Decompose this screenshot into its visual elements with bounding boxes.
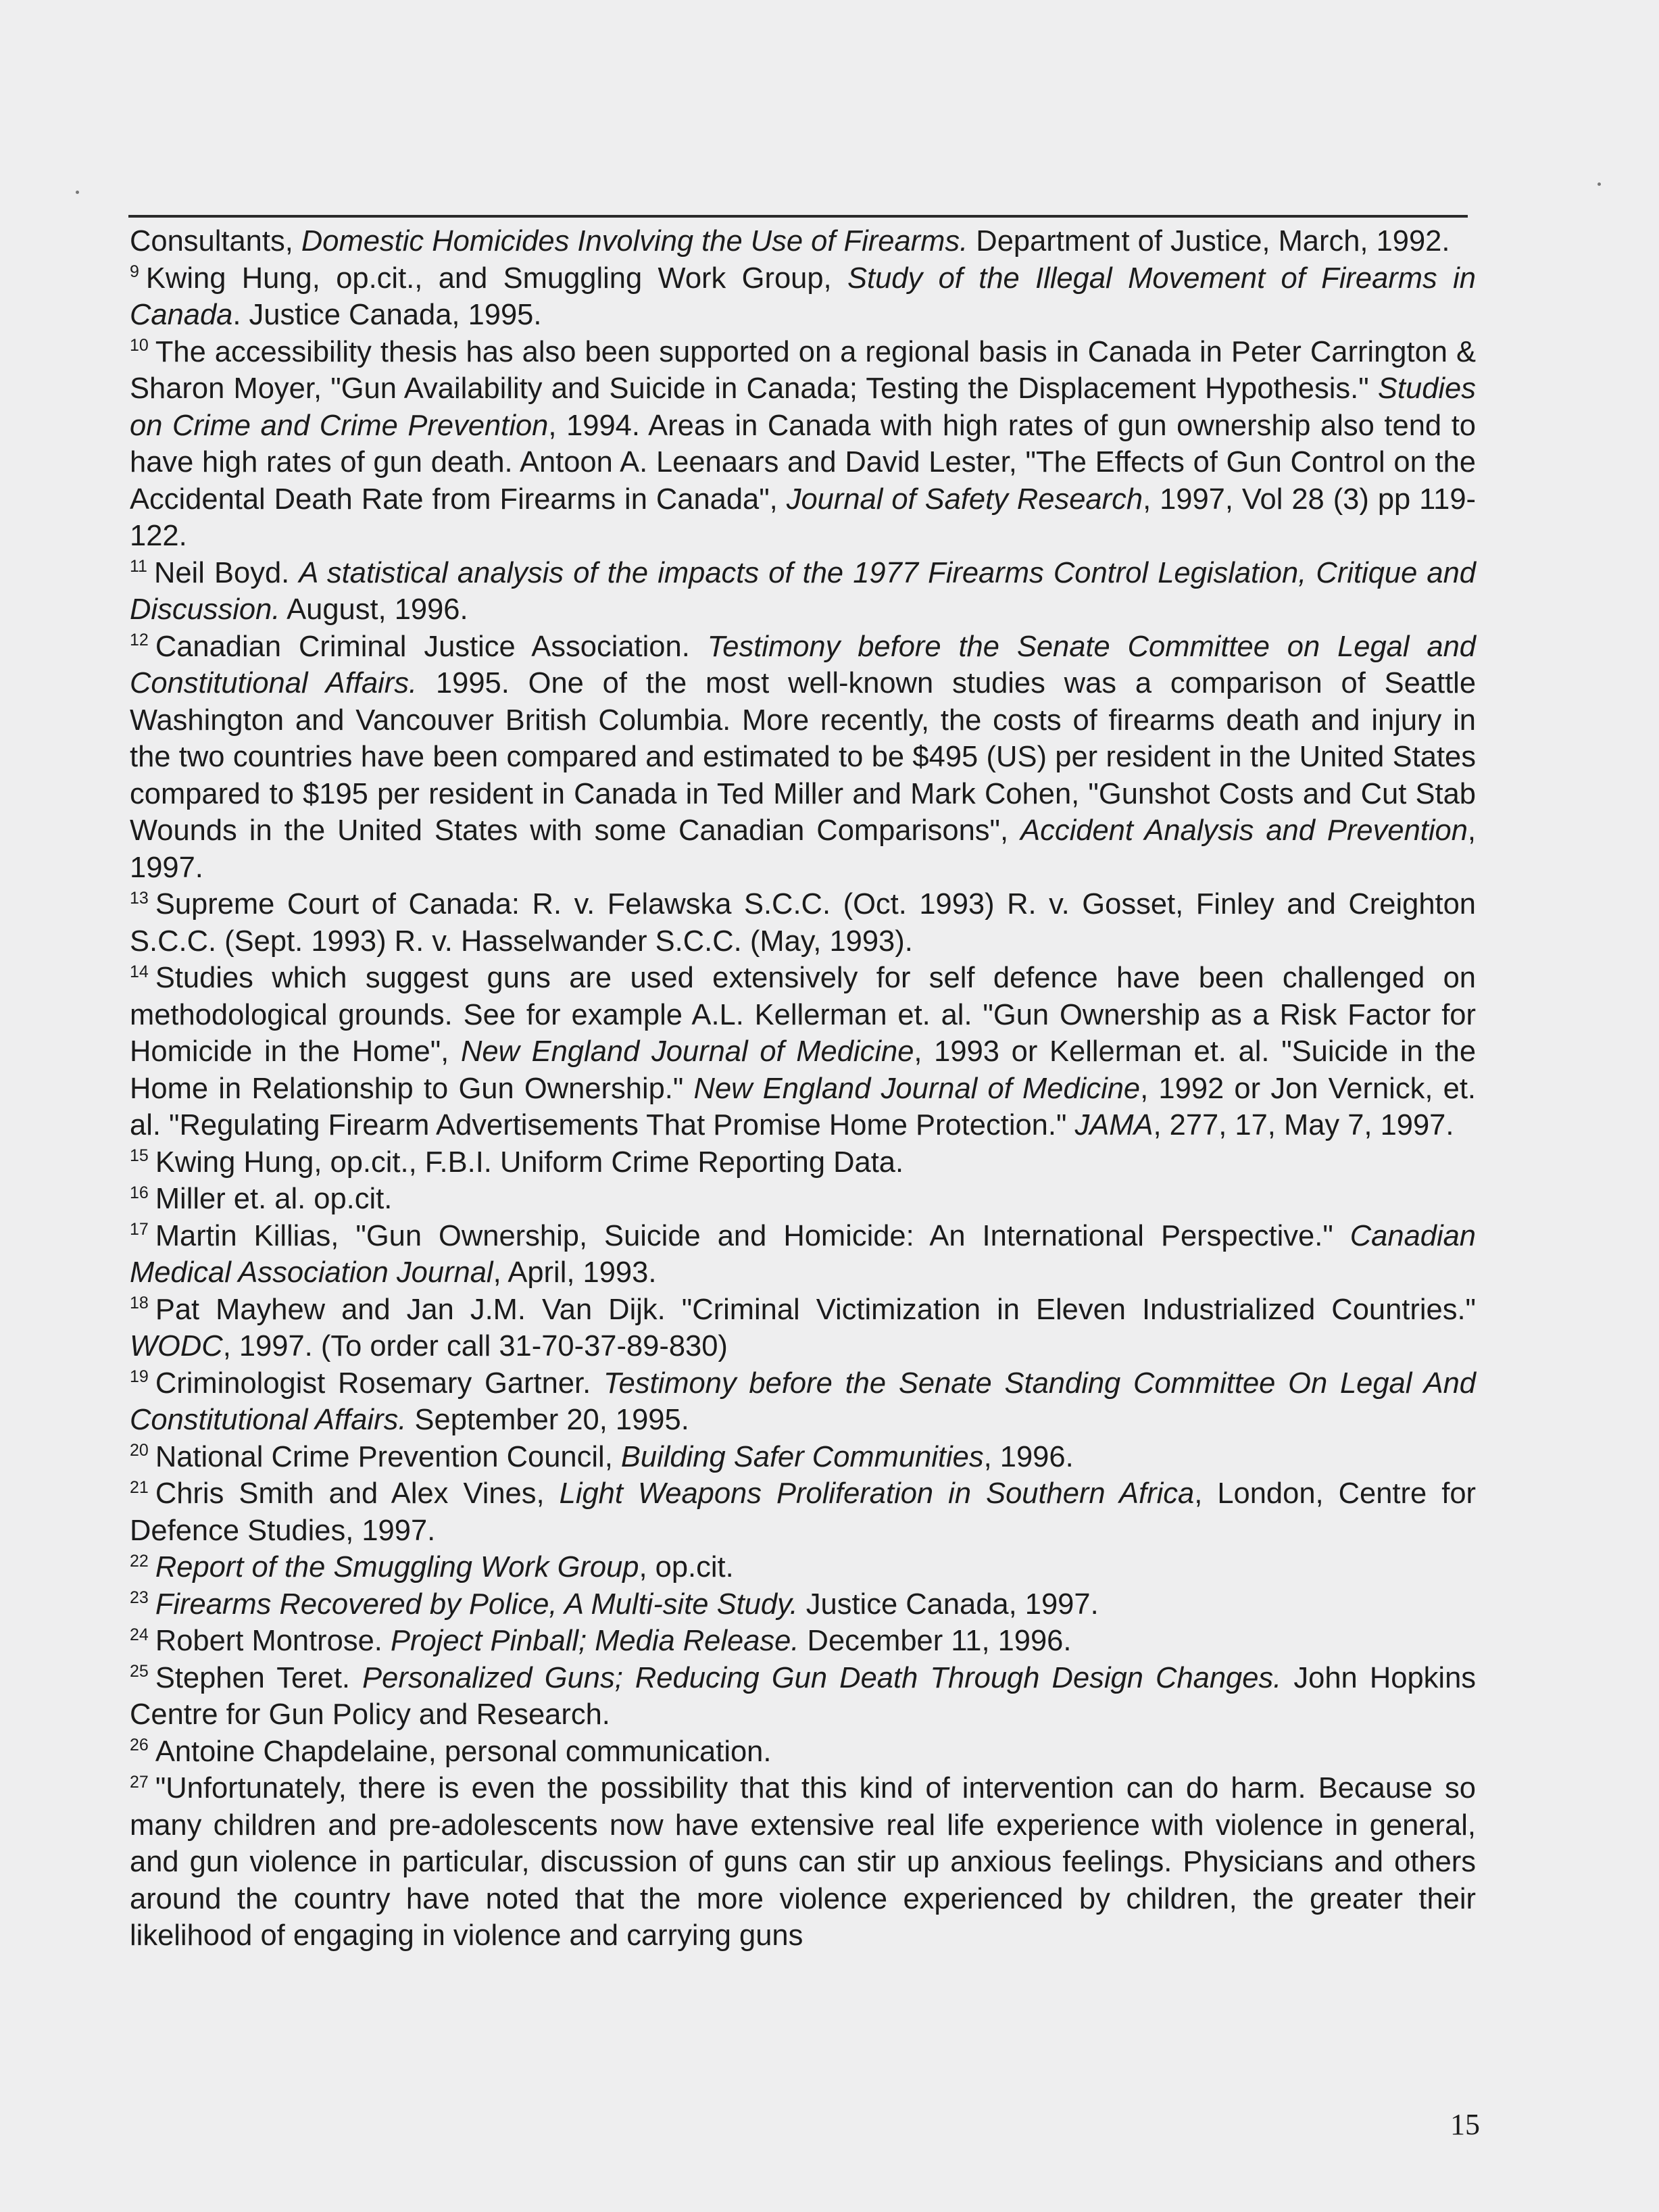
footnote-title-text: Project Pinball; Media Release.: [390, 1625, 799, 1657]
footnote-number: 11: [130, 557, 147, 576]
footnote-number: 22: [130, 1551, 149, 1571]
footnote-number: 14: [130, 962, 149, 981]
footnote: [130, 260, 1476, 334]
footnote-number: 24: [130, 1625, 149, 1644]
footnote-text: Canadian Criminal Justice Association.: [155, 630, 708, 663]
footnote-text: , 1997, Vol 28 (3) pp 119-122.: [130, 483, 1477, 552]
footnote-title-text: Studies on Crime and Crime Prevention: [130, 372, 1476, 442]
footnote: [130, 1292, 1476, 1365]
footnote-title-text: Building Safer Communities: [620, 1440, 984, 1473]
footnote-number: 13: [130, 888, 149, 908]
footnote: [130, 1623, 1476, 1660]
footnote-title-text: Firearms Recovered by Police, A Multi-site Study.: [155, 1588, 798, 1621]
footnote: [130, 1439, 1476, 1476]
footnote-number: 21: [130, 1477, 149, 1497]
footnote-title-text: JAMA: [1074, 1109, 1154, 1141]
scan-speck: [1598, 182, 1601, 186]
footnote-number: 17: [130, 1220, 149, 1239]
footnote-number: 18: [130, 1294, 149, 1312]
footnote-text: August, 1996.: [280, 593, 468, 626]
page-number: 15: [1450, 2108, 1480, 2141]
footnote-number: 25: [130, 1662, 149, 1681]
footnote-text: Kwing Hung, op.cit., F.B.I. Uniform Crime Reporting Data.: [155, 1146, 904, 1179]
footnote-title-text: WODC: [130, 1330, 223, 1362]
footnote-text: Studies which suggest guns are used extensively for self defence have been challenged on methodological grounds. See for example A.L. Kellerman et. al. "Gun Ownership as a Risk Factor for Homicide in the Home",: [130, 962, 1476, 1068]
footnote-text: Justice Canada, 1997.: [797, 1588, 1099, 1621]
footnote-title-text: Personalized Guns; Reducing Gun Death Through Design Changes.: [362, 1661, 1282, 1694]
footnote-number: 26: [130, 1736, 149, 1754]
footnote-title-text: A statistical analysis of the impacts of the 1977 Firearms Control Legislation, Critique and Discussion.: [130, 556, 1477, 626]
footnote: [130, 1218, 1476, 1292]
footnote-text: , 1994. Areas in Canada with high rates of gun ownership also tend to have high rates of gun death. Antoon A. Leenaars and David Lester, "The Effects of Gun Control on the Accidental Death Rate from Firearms in Canada",: [130, 409, 1476, 516]
footnote: [130, 1144, 1476, 1181]
footnote-text: "Unfortunately, there is even the possibility that this kind of intervention can do harm. Because so many children and pre-adolescents now have extensive real life experience with violence in general, and gun violence in particular, discussion of guns can stir up anxious feelings. Physicians and others around the country have noted that the more violence experienced by children, the greater their likelihood of engaging in violence and carrying guns: [130, 1772, 1476, 1952]
footnote-number: 27: [130, 1772, 149, 1792]
footnote-number: 9: [130, 262, 139, 281]
footnote-number: 15: [130, 1146, 149, 1165]
footnote: [130, 629, 1476, 887]
footnote-text: National Crime Prevention Council,: [155, 1440, 621, 1473]
footnote: [130, 960, 1476, 1144]
footnote-text: . Justice Canada, 1995.: [232, 299, 542, 331]
footnote-text: Robert Montrose.: [155, 1625, 391, 1657]
footnote-text: , London, Centre for Defence Studies, 1997.: [130, 1477, 1477, 1547]
footnote-title-text: Accident Analysis and Prevention: [1020, 814, 1468, 847]
footnote-title-text: Light Weapons Proliferation in Southern Africa: [559, 1477, 1195, 1510]
footnote-text: , 277, 17, May 7, 1997.: [1153, 1109, 1454, 1141]
footnote-number: 20: [130, 1441, 149, 1460]
footnote: [130, 1549, 1476, 1586]
footnote-text: Miller et. al. op.cit.: [155, 1183, 393, 1215]
footnote-text: , op.cit.: [639, 1551, 734, 1583]
footnote-text: The accessibility thesis has also been supported on a regional basis in Canada in Peter Carrington & Sharon Moyer, "Gun Availability and Suicide in Canada; Testing the Displacement Hypothesis.": [130, 335, 1476, 405]
footnote-number: 12: [130, 631, 149, 649]
footnote-text: September 20, 1995.: [406, 1404, 689, 1436]
footnote-text: , 1992 or Jon Vernick, et. al. "Regulating Firearm Advertisements That Promise Home Protection.": [130, 1072, 1476, 1141]
footnote: [130, 1586, 1476, 1623]
footnote-text: Kwing Hung, op.cit., and Smuggling Work Group,: [145, 262, 847, 295]
footnote-text: Department of Justice, March, 1992.: [968, 225, 1450, 257]
footnote: [130, 886, 1476, 960]
footnote-number: 19: [130, 1367, 149, 1386]
footnote-text: Consultants,: [130, 225, 301, 257]
footnote-separator-rule: [128, 215, 1468, 218]
footnote: [130, 334, 1476, 555]
footnote: [130, 1475, 1476, 1549]
footnote-text: , 1993 or Kellerman et. al. "Suicide in the Home in Relationship to Gun Ownership.": [130, 1035, 1477, 1105]
footnote: [130, 1770, 1476, 1955]
footnote-text: Supreme Court of Canada: R. v. Felawska S.C.C. (Oct. 1993) R. v. Gosset, Finley and Creighton S.C.C. (Sept. 1993) R. v. Hasselwander S.C.C. (May, 1993).: [130, 888, 1476, 958]
footnote: [130, 555, 1476, 629]
scan-speck: [76, 191, 79, 194]
footnote-number: 23: [130, 1588, 149, 1607]
footnote-text: Martin Killias, "Gun Ownership, Suicide and Homicide: An International Perspective.": [155, 1219, 1350, 1252]
footnote-text: Neil Boyd.: [153, 556, 299, 589]
footnote-title-text: Testimony before the Senate Committee on Legal and Constitutional Affairs.: [130, 630, 1476, 699]
footnote-text: Criminologist Rosemary Gartner.: [155, 1367, 603, 1400]
footnote: [130, 1660, 1476, 1734]
footnote-number: 10: [130, 336, 149, 355]
footnote-text: Pat Mayhew and Jan J.M. Van Dijk. "Criminal Victimization in Eleven Industrialized Countries.": [155, 1293, 1476, 1326]
footnote-text: December 11, 1996.: [799, 1625, 1072, 1657]
footnote-text: John Hopkins Centre for Gun Policy and Research.: [130, 1661, 1477, 1731]
footnote-title-text: Journal of Safety Research: [786, 483, 1143, 516]
footnote-text: , 1997. (To order call 31-70-37-89-830): [222, 1330, 728, 1362]
footnote-title-text: Study of the Illegal Movement of Firearms in Canada: [130, 262, 1476, 331]
footnotes-section: [130, 223, 1476, 1955]
footnote: [130, 1181, 1476, 1218]
footnote-text: Antoine Chapdelaine, personal communication.: [155, 1735, 772, 1768]
footnote-number: 16: [130, 1183, 149, 1202]
footnote-text: Stephen Teret.: [155, 1661, 363, 1694]
footnote-text: , 1997.: [130, 814, 1476, 884]
footnote-text: Chris Smith and Alex Vines,: [155, 1477, 560, 1510]
footnote: [130, 1365, 1476, 1439]
footnote-title-text: New England Journal of Medicine: [460, 1035, 914, 1068]
footnote-text: 1995. One of the most well-known studies was a comparison of Seattle Washington and Vancouver British Columbia. More recently, the costs of firearms death and injury in the two countries have been compared and estimated to be $495 (US) per resident in the United States compared to $195 per resident in Canada in Ted Miller and Mark Cohen, "Gunshot Costs and Cut Stab Wounds in the United States with some Canadian Comparisons",: [130, 667, 1477, 847]
footnote-title-text: Testimony before the Senate Standing Committee On Legal And Constitutional Affairs.: [130, 1367, 1476, 1436]
footnote-text: , 1996.: [983, 1440, 1074, 1473]
footnote-text: , April, 1993.: [493, 1256, 657, 1289]
footnote: [130, 223, 1476, 260]
footnote-title-text: New England Journal of Medicine: [693, 1072, 1141, 1105]
footnote: [130, 1734, 1476, 1771]
footnote-title-text: Canadian Medical Association Journal: [130, 1219, 1476, 1289]
footnote-title-text: Domestic Homicides Involving the Use of Firearms.: [301, 225, 968, 257]
footnote-title-text: Report of the Smuggling Work Group: [155, 1551, 639, 1583]
